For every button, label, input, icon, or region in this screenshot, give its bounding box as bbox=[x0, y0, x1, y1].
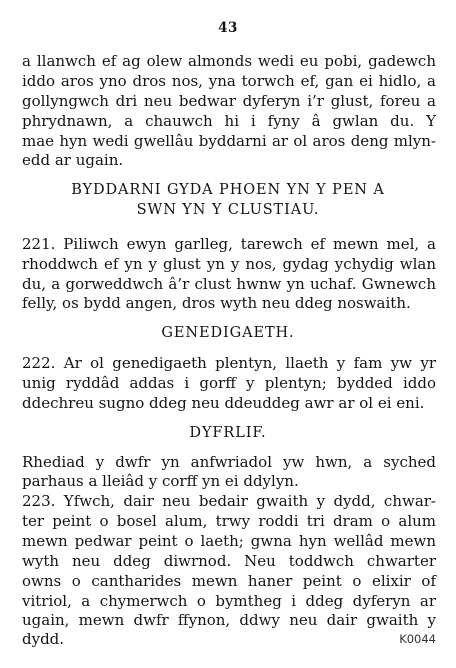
text-line: rhoddwch ef yn y glust yn y nos, gydag ychydig wlan bbox=[22, 255, 436, 273]
text-line: Rhediad y dwfr yn anfwriadol yw hwn, a syched bbox=[22, 453, 436, 471]
text-line: unig ryddâd addas i gorff y plentyn; bydded iddo bbox=[22, 374, 436, 392]
text-line: ddechreu sugno ddeg neu ddeuddeg awr ar ol ei eni. bbox=[22, 394, 425, 412]
text-line: iddo aros yno dros nos, yna torwch ef, gan ei hidlo, a bbox=[22, 72, 436, 90]
text-line: mewn pedwar peint o laeth; gwna hyn wellâd mewn bbox=[22, 532, 436, 550]
text-line: vitriol, a chymerwch o bymtheg i ddeg dyferyn ar bbox=[22, 592, 436, 610]
text-line: dydd. bbox=[22, 630, 65, 648]
text-line: wyth neu ddeg diwrnod. Neu toddwch chwarter bbox=[22, 552, 436, 570]
section-heading-dyfrlif: DYFRLIF. bbox=[189, 425, 267, 441]
text-line: du, a gorweddwch â’r clust hwnw yn uchaf. Gwnewch bbox=[22, 275, 436, 293]
text-line: felly, os bydd angen, dros wyth neu ddeg noswaith. bbox=[22, 294, 411, 312]
text-line: ter peint o bosel alum, trwy roddi tri dram o alum bbox=[22, 512, 436, 530]
text-line: mae hyn wedi gwellâu byddarni ar ol aros deng mlyn- bbox=[22, 132, 436, 150]
text-line: a llanwch ef ag olew almonds wedi eu pobi, gadewch bbox=[22, 52, 436, 70]
stamp-code: K0044 bbox=[399, 632, 436, 646]
text-line: ugain, mewn dwfr ffynon, ddwy neu dair gwaith y bbox=[22, 611, 436, 629]
text-line: parhaus a lleiâd y corff yn ei ddylyn. bbox=[22, 472, 299, 490]
text-line: 222. Ar ol genedigaeth plentyn, llaeth y fam yw yr bbox=[22, 354, 436, 372]
section-heading-genedigaeth: GENEDIGAETH. bbox=[161, 325, 295, 341]
text-line: 223. Yfwch, dair neu bedair gwaith y dydd, chwar- bbox=[22, 492, 436, 510]
heading-line: SWN YN Y CLUSTIAU. bbox=[136, 202, 320, 218]
text-line: gollyngwch dri neu bedwar dyferyn i’r glust, foreu a bbox=[22, 92, 436, 110]
heading-line: BYDDARNI GYDA PHOEN YN Y PEN A bbox=[71, 182, 385, 198]
text-line: owns o cantharides mewn haner peint o elixir of bbox=[22, 572, 436, 590]
text-line: edd ar ugain. bbox=[22, 151, 124, 169]
text-line: 221. Piliwch ewyn garlleg, tarewch ef mewn mel, a bbox=[22, 235, 436, 253]
text-line: phrydnawn, a chauwch hi i fyny â gwlan du. Y bbox=[22, 112, 436, 130]
page-number: 43 bbox=[218, 20, 238, 36]
